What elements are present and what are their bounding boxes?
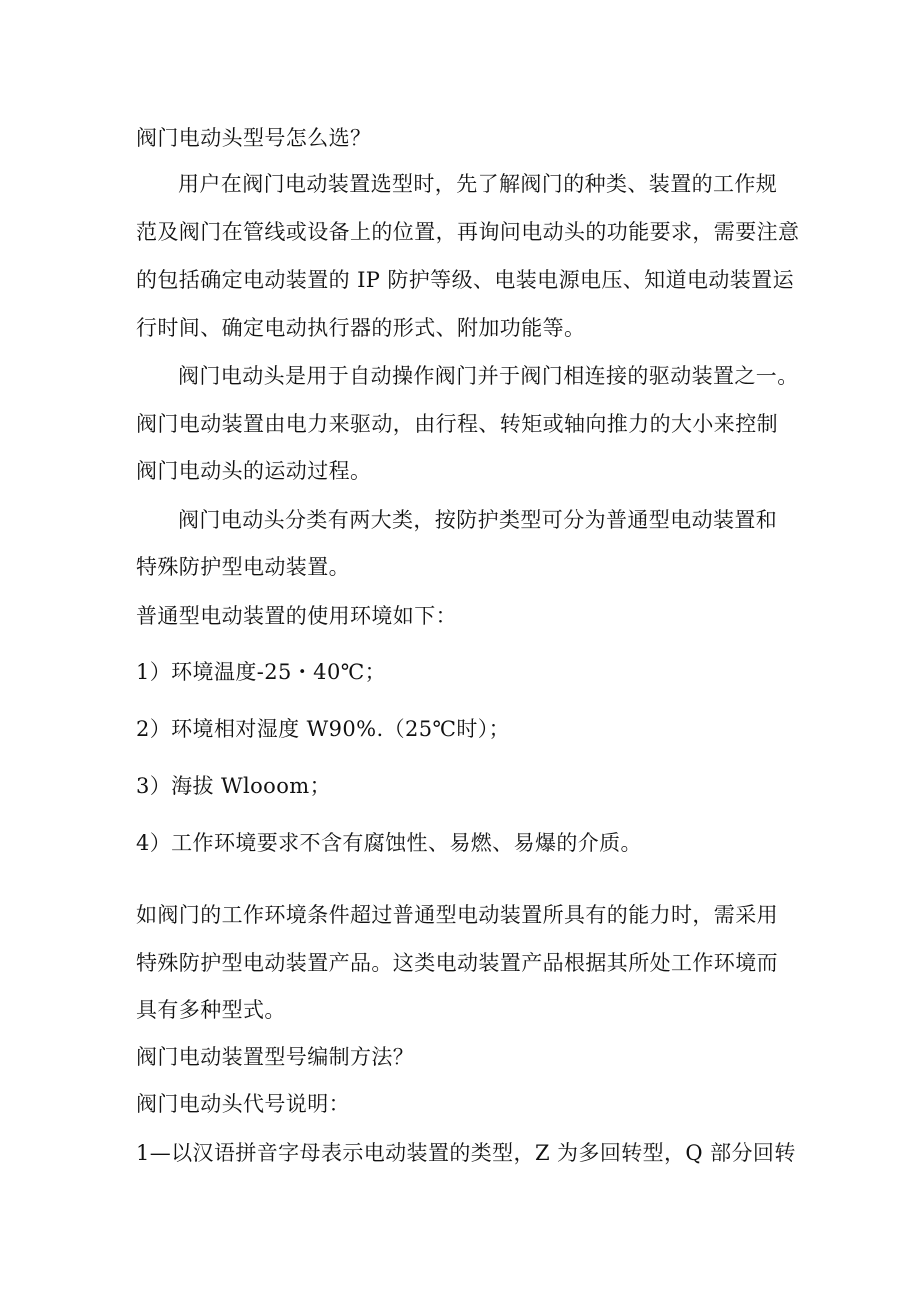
model-heading: 阀门电动装置型号编制方法？ bbox=[136, 1045, 415, 1069]
paragraph-1-line-1: 用户在阀门电动装置选型时，先了解阀门的种类、装置的工作规 bbox=[178, 172, 778, 196]
environment-item-1: 1）环境温度-25・40℃； bbox=[136, 660, 386, 684]
environment-item-3: 3）海拔 Wlooom； bbox=[136, 774, 331, 798]
environment-item-4: 4）工作环境要求不含有腐蚀性、易燃、易爆的介质。 bbox=[136, 831, 642, 855]
document-title: 阀门电动头型号怎么选？ bbox=[136, 126, 372, 150]
paragraph-3-line-2: 特殊防护型电动装置。 bbox=[136, 555, 350, 579]
paragraph-3-line-1: 阀门电动头分类有两大类，按防护类型可分为普通型电动装置和 bbox=[178, 508, 778, 532]
paragraph-2-line-2: 阀门电动装置由电力来驱动，由行程、转矩或轴向推力的大小来控制 bbox=[136, 412, 778, 436]
paragraph-1-line-4: 行时间、确定电动执行器的形式、附加功能等。 bbox=[136, 316, 586, 340]
environment-item-2: 2）环境相对湿度 W90%.（25℃时）； bbox=[136, 717, 511, 741]
code-description-line: 1—以汉语拼音字母表示电动装置的类型，Z 为多回转型，Q 部分回转 bbox=[136, 1141, 796, 1165]
environment-heading: 普通型电动装置的使用环境如下： bbox=[136, 604, 457, 628]
special-paragraph-line-2: 特殊防护型电动装置产品。这类电动装置产品根据其所处工作环境而 bbox=[136, 951, 778, 975]
paragraph-1-line-3: 的包括确定电动装置的 IP 防护等级、电装电源电压、知道电动装置运 bbox=[136, 268, 794, 292]
code-heading: 阀门电动头代号说明： bbox=[136, 1092, 350, 1116]
paragraph-1-line-2: 范及阀门在管线或设备上的位置，再询问电动头的功能要求，需要注意 bbox=[136, 220, 800, 244]
special-paragraph-line-1: 如阀门的工作环境条件超过普通型电动装置所具有的能力时，需采用 bbox=[136, 903, 778, 927]
paragraph-2-line-3: 阀门电动头的运动过程。 bbox=[136, 459, 372, 483]
special-paragraph-line-3: 具有多种型式。 bbox=[136, 998, 286, 1022]
paragraph-2-line-1: 阀门电动头是用于自动操作阀门并于阀门相连接的驱动装置之一。 bbox=[178, 364, 799, 388]
